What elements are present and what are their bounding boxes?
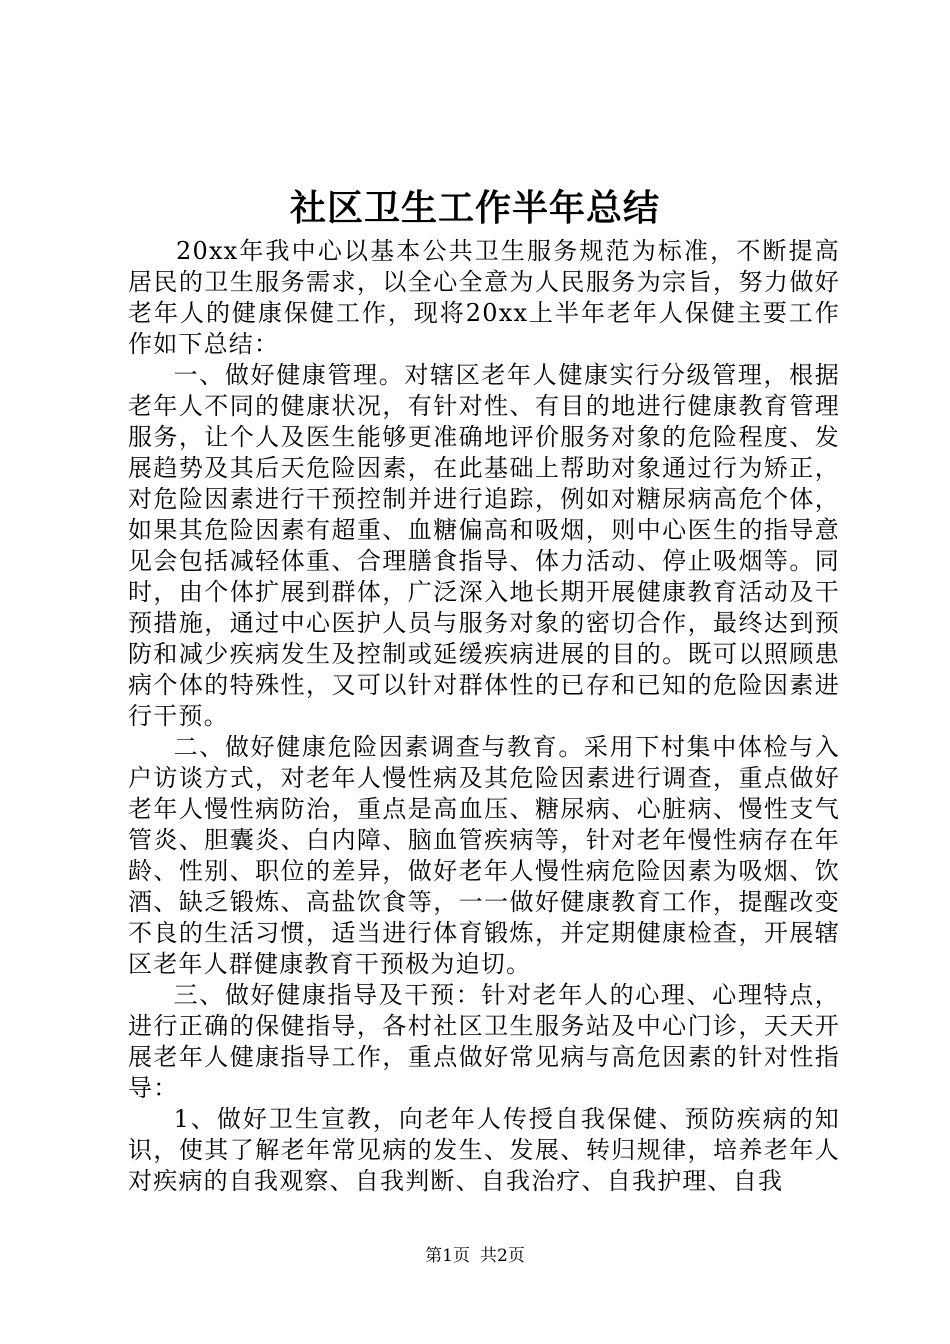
page-number: 第1页 (425, 1246, 470, 1266)
page-footer (0, 1244, 950, 1268)
document-title: 社区卫生工作半年总结 (289, 187, 660, 229)
section-3-paragraph: 三、做好健康指导及干预：针对老年人的心理、心理特点，进行正确的保健指导，各村社区卫生服务站及中心门诊，天天开展老年人健康指导工作，重点做好常见病与高危因素的针对性指导： (128, 981, 840, 1102)
item-1-paragraph: 1、做好卫生宣教，向老年人传授自我保健、预防疾病的知识，使其了解老年常见病的发生、发展、转归规律，培养老年人对疾病的自我观察、自我判断、自我治疗、自我护理、自我 (128, 1105, 840, 1195)
document-body (128, 236, 840, 1197)
section-1-paragraph: 一、做好健康管理。对辖区老年人健康实行分级管理，根据老年人不同的健康状况，有针对性、有目的地进行健康教育管理服务，让个人及医生能够更准确地评价服务对象的危险程度、发展趋势及其后天危险因素，在此基础上帮助对象通过行为矫正，对危险因素进行干预控制并进行追踪，例如对糖尿病高危个体，如果其危险因素有超重、血糖偏高和吸烟，则中心医生的指导意见会包括减轻体重、合理膳食指导、体力活动、停止吸烟等。同时，由个体扩展到群体，广泛深入地长期开展健康教育活动及干预措施，通过中心医护人员与服务对象的密切合作，最终达到预防和减少疾病发生及控制或延缓疾病进展的目的。既可以照顾患病个体的特殊性，又可以针对群体性的已存和已知的危险因素进行干预。 (128, 361, 840, 730)
section-2-paragraph: 二、做好健康危险因素调查与教育。采用下村集中体检与入户访谈方式，对老年人慢性病及其危险因素进行调查，重点做好老年人慢性病防治，重点是高血压、糖尿病、心脏病、慢性支气管炎、胆囊炎、白内障、脑血管疾病等，针对老年慢性病存在年龄、性别、职位的差异，做好老年人慢性病危险因素为吸烟、饮酒、缺乏锻炼、高盐饮食等，一一做好健康教育工作，提醒改变不良的生活习惯，适当进行体育锻炼，并定期健康检查，开展辖区老年人群健康教育干预极为迫切。 (128, 733, 840, 978)
intro-paragraph: 20xx年我中心以基本公共卫生服务规范为标准，不断提高居民的卫生服务需求，以全心全意为人民服务为宗旨，努力做好老年人的健康保健工作，现将20xx上半年老年人保健主要工作作如下总结： (128, 237, 840, 358)
page-total: 共2页 (480, 1246, 525, 1266)
